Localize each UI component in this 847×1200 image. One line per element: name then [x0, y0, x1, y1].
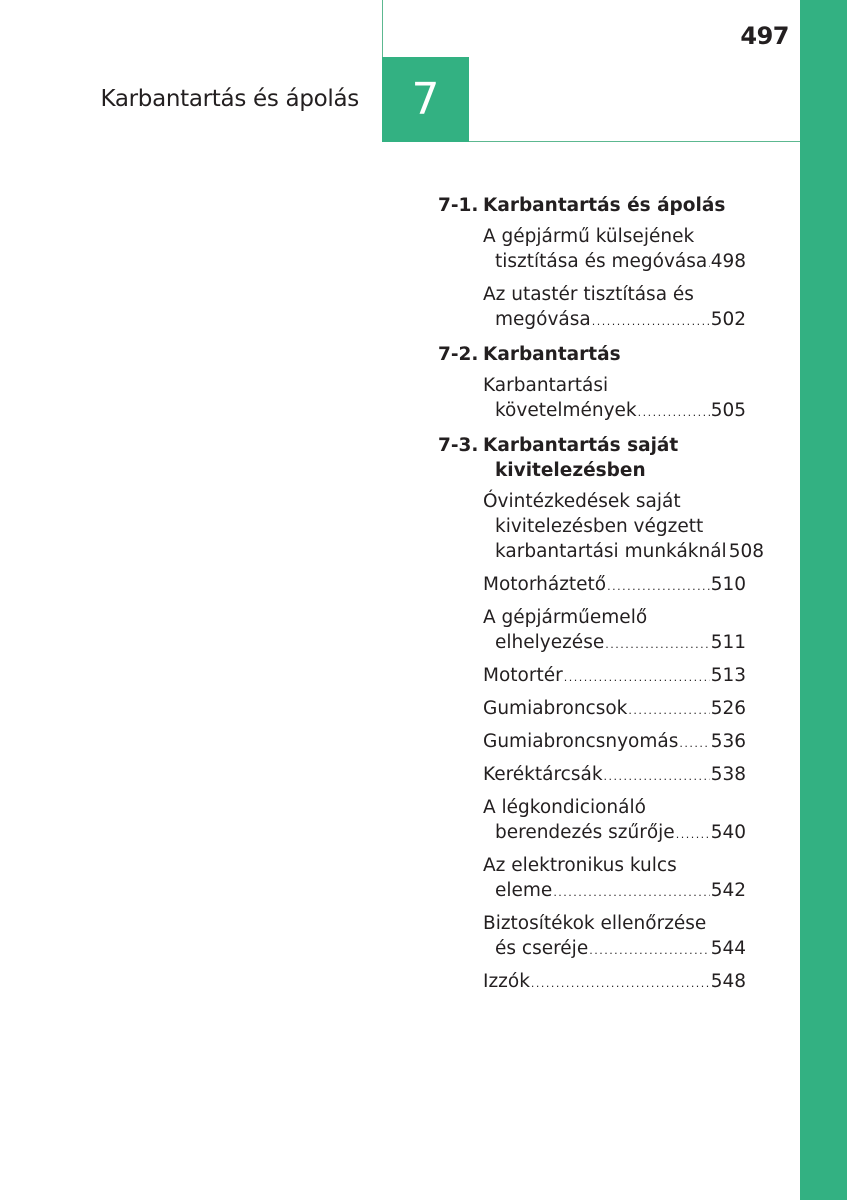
- entry-page-number: 548: [710, 971, 746, 992]
- toc-entry[interactable]: [483, 853, 746, 905]
- toc-entry[interactable]: [483, 489, 765, 566]
- toc-entry[interactable]: [483, 373, 746, 425]
- entry-title-line: Izzók: [483, 971, 530, 992]
- section-heading: [438, 193, 746, 218]
- entry-title-line: megóvása: [495, 309, 591, 330]
- entry-page-number: 511: [710, 632, 746, 653]
- entry-title-line: berendezés szűrője: [495, 822, 675, 843]
- toc-entry[interactable]: [483, 969, 746, 996]
- toc-entry[interactable]: [483, 795, 746, 847]
- header-divider-horizontal: [469, 141, 800, 142]
- entry-title-line: és cseréje: [495, 938, 589, 959]
- toc-entry[interactable]: [483, 663, 746, 690]
- entry-title-line: A gépjármű külsejének: [483, 226, 695, 247]
- entry-title-line: Karbantartási: [483, 375, 609, 396]
- dot-leader: [564, 665, 710, 690]
- section-title-line: Karbantartás saját: [483, 435, 679, 456]
- toc-entry[interactable]: [483, 605, 746, 657]
- section-title: [483, 433, 746, 483]
- entry-title-line: Az utastér tisztítása és: [483, 284, 694, 305]
- entry-page-number: 510: [710, 574, 746, 595]
- entry-page-number: 538: [710, 764, 746, 785]
- dot-leader: [708, 251, 709, 276]
- dot-leader: [638, 400, 710, 425]
- toc-entry[interactable]: [483, 282, 746, 334]
- entry-page-number: 508: [728, 541, 765, 562]
- entry-title-line: A légkondicionáló: [483, 797, 646, 818]
- section-number: 7-1.: [438, 195, 479, 216]
- entry-title-line: Motortér: [483, 665, 563, 686]
- entry-title-line: Óvintézkedések saját: [483, 491, 681, 512]
- entry-title-line: eleme: [495, 880, 553, 901]
- entry-page-number: 505: [710, 400, 746, 421]
- section-number: 7-2.: [438, 344, 479, 365]
- section-title: [483, 193, 746, 218]
- entry-page-number: 513: [710, 665, 746, 686]
- entry-title-line: Gumiabroncsok: [483, 698, 628, 719]
- toc-entry[interactable]: [483, 224, 746, 276]
- section-title-line: Karbantartás: [483, 344, 621, 365]
- entry-page-number: 536: [710, 731, 746, 752]
- toc-section: [438, 342, 746, 425]
- toc-entry[interactable]: [483, 696, 746, 723]
- dot-leader: [676, 822, 710, 847]
- toc-section: [438, 433, 765, 996]
- chapter-side-tab: [800, 0, 847, 1200]
- dot-leader: [604, 764, 710, 789]
- dot-leader: [628, 698, 709, 723]
- dot-leader: [531, 971, 710, 996]
- chapter-number-box: [382, 57, 469, 142]
- dot-leader: [607, 574, 710, 599]
- toc-entry[interactable]: [483, 572, 746, 599]
- section-title: [483, 342, 746, 367]
- header-divider-vertical: [382, 0, 383, 58]
- entry-page-number: 526: [710, 698, 746, 719]
- section-number: 7-3.: [438, 435, 479, 456]
- entry-title-line: kivitelezésben végzett: [495, 516, 704, 537]
- table-of-contents: [438, 193, 765, 1004]
- dot-leader: [589, 938, 709, 963]
- toc-section: [438, 193, 746, 334]
- entry-title-line: Motorháztető: [483, 574, 607, 595]
- entry-title-line: Biztosítékok ellenőrzése: [483, 913, 707, 934]
- entry-page-number: 540: [710, 822, 746, 843]
- entry-title-line: A gépjárműemelő: [483, 607, 648, 628]
- dot-leader: [592, 309, 710, 334]
- toc-entry[interactable]: [483, 911, 746, 963]
- entry-page-number: 542: [710, 880, 746, 901]
- chapter-number: 7: [411, 74, 440, 125]
- section-title-line: Karbantartás és ápolás: [483, 195, 726, 216]
- section-title-line: kivitelezésben: [495, 460, 646, 481]
- chapter-title: Karbantartás és ápolás: [100, 86, 359, 112]
- section-heading: [438, 433, 746, 483]
- dot-leader: [553, 880, 709, 905]
- entry-page-number: 502: [710, 309, 746, 330]
- toc-entry[interactable]: [483, 762, 746, 789]
- entry-page-number: 544: [710, 938, 746, 959]
- entry-title-line: követelmények: [495, 400, 637, 421]
- page-number: 497: [740, 22, 789, 50]
- entry-title-line: Keréktárcsák: [483, 764, 603, 785]
- dot-leader: [605, 632, 709, 657]
- toc-entry[interactable]: [483, 729, 746, 756]
- dot-leader: [679, 731, 709, 756]
- entry-title-line: tisztítása és megóvása: [495, 251, 708, 272]
- entry-title-line: karbantartási munkáknál: [495, 541, 727, 562]
- entry-title-line: Gumiabroncsnyomás: [483, 731, 679, 752]
- entry-title-line: elhelyezése: [495, 632, 605, 653]
- entry-page-number: 498: [710, 251, 746, 272]
- section-heading: [438, 342, 746, 367]
- entry-title-line: Az elektronikus kulcs: [483, 855, 677, 876]
